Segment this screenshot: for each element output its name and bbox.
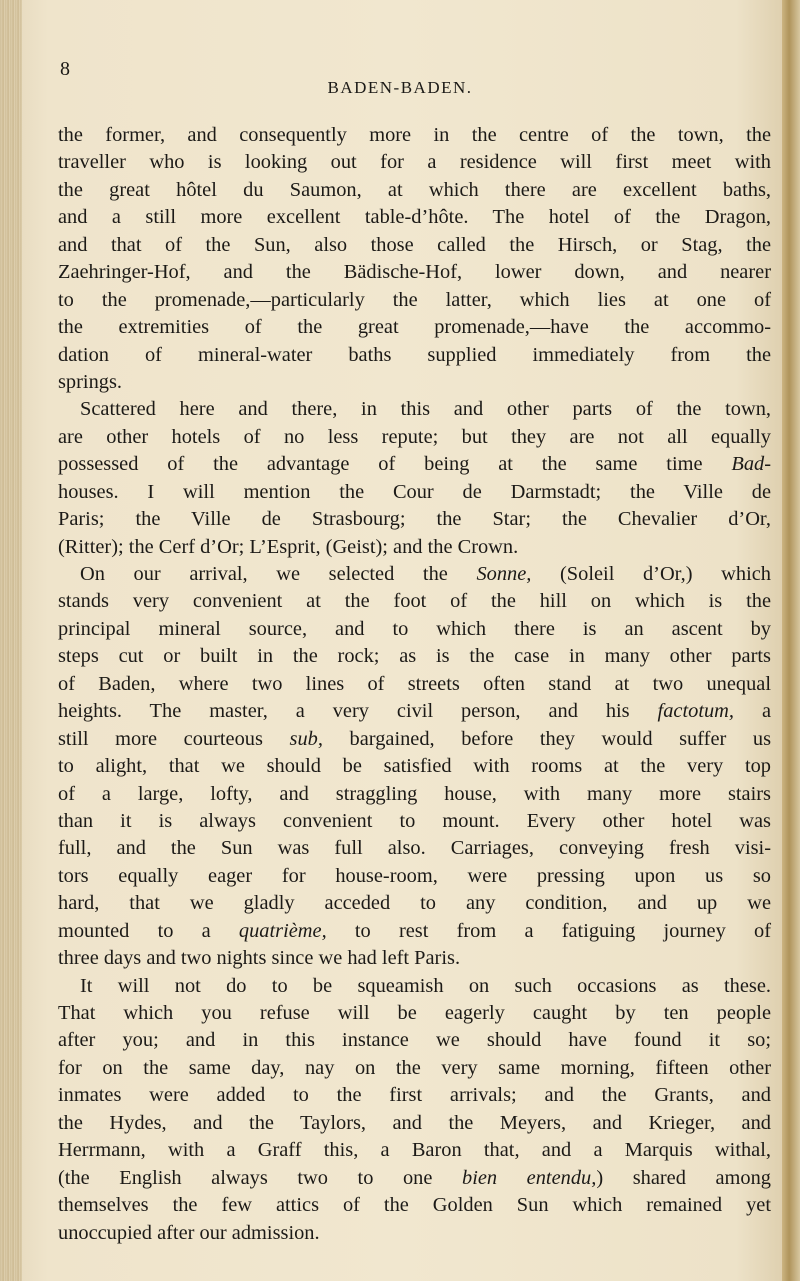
text-segment: mounted to a	[58, 919, 239, 942]
text-segment: (Ritter); the Cerf d’Or; L’Esprit, (Geist); and the Crown.	[58, 535, 519, 558]
text-segment: to rest from a fatiguing journey of	[326, 919, 771, 942]
body-text	[58, 122, 771, 1247]
text-line	[58, 588, 771, 615]
running-title: BADEN-BADEN.	[327, 78, 473, 97]
text-line	[58, 424, 771, 451]
text-segment: On our arrival, we selected the	[80, 563, 477, 585]
text-segment: to the promenade,—particularly the latter, which lies at one of	[58, 288, 771, 311]
page-number: 8	[60, 58, 70, 80]
text-line	[58, 369, 771, 396]
text-segment: for on the same day, nay on the very same morning, fifteen other	[58, 1056, 771, 1079]
text-line	[58, 177, 771, 204]
text-line	[58, 1055, 771, 1082]
page-edge	[782, 0, 800, 1281]
italic-text: bien entendu,	[462, 1166, 597, 1189]
text-segment: inmates were added to the first arrivals; and the Grants, and	[58, 1084, 771, 1107]
text-line	[58, 808, 771, 835]
text-segment: Paris; the Ville de Strasbourg; the Star; the Chevalier d’Or,	[58, 508, 771, 531]
text-line	[58, 945, 771, 972]
text-segment: Zaehringer-Hof, and the Bädische-Hof, lower down, and nearer	[58, 261, 771, 284]
text-segment: than it is always convenient to mount. Every other hotel was	[58, 809, 771, 832]
text-segment: possessed of the advantage of being at the same time	[58, 453, 732, 476]
text-line	[58, 534, 771, 561]
text-line	[58, 973, 771, 1000]
text-segment: of a large, lofty, and straggling house, with many more stairs	[58, 782, 771, 805]
text-segment: three days and two nights since we had left Paris.	[58, 947, 461, 970]
text-segment: unoccupied after our admission.	[58, 1221, 320, 1244]
text-segment: bargained, before they would suffer us	[322, 727, 772, 750]
text-line	[58, 671, 771, 698]
italic-text: quatrième,	[238, 919, 327, 942]
text-line	[58, 232, 771, 259]
text-segment: the extremities of the great promenade,—have the accommo-	[58, 316, 771, 339]
text-line	[58, 1137, 771, 1164]
text-line	[58, 753, 771, 780]
text-segment: a	[734, 700, 771, 723]
text-segment: to alight, that we should be satisfied with rooms at the very top	[58, 755, 771, 778]
text-segment: dation of mineral-water baths supplied immediately from the	[58, 343, 771, 366]
text-line	[58, 259, 771, 286]
italic-text: Bad-	[731, 453, 771, 476]
page-gutter	[0, 0, 22, 1281]
italic-text: sub,	[289, 727, 323, 750]
text-segment: and that of the Sun, also those called the Hirsch, or Stag, the	[58, 233, 771, 256]
text-line	[58, 726, 771, 753]
text-segment: (the English always two to one	[58, 1166, 462, 1189]
text-line	[58, 1220, 771, 1247]
text-line	[58, 1000, 771, 1027]
text-line	[58, 1110, 771, 1137]
text-line	[58, 506, 771, 533]
text-line	[58, 342, 771, 369]
text-line	[58, 396, 771, 423]
text-segment: traveller who is looking out for a residence will first meet with	[58, 151, 771, 174]
text-segment: That which you refuse will be eagerly caught by ten people	[58, 1002, 771, 1024]
text-line	[58, 451, 771, 478]
text-segment: after you; and in this instance we should have found it so;	[58, 1029, 771, 1052]
text-segment: of Baden, where two lines of streets often stand at two unequal	[58, 672, 771, 695]
text-segment: (Soleil d’Or,) which	[531, 563, 771, 585]
text-line	[58, 890, 771, 917]
text-line	[58, 1165, 771, 1192]
text-segment: houses. I will mention the Cour de Darmstadt; the Ville de	[58, 480, 771, 503]
text-segment: and a still more excellent table-d’hôte. The hotel of the Dragon,	[58, 206, 771, 229]
text-segment: steps cut or built in the rock; as is the case in many other parts	[58, 645, 771, 668]
text-segment: Herrmann, with a Graff this, a Baron that, and a Marquis withal,	[58, 1139, 771, 1162]
text-line	[58, 616, 771, 643]
text-segment: heights. The master, a very civil person, and his	[58, 700, 658, 723]
text-line	[58, 863, 771, 890]
text-line	[58, 643, 771, 670]
text-line	[58, 479, 771, 506]
text-segment: themselves the few attics of the Golden Sun which remained yet	[58, 1194, 771, 1217]
text-segment: full, and the Sun was full also. Carriages, conveying fresh visi-	[58, 837, 771, 860]
text-segment: tors equally eager for house-room, were pressing upon us so	[58, 864, 771, 887]
text-segment: stands very convenient at the foot of the hill on which is the	[58, 590, 771, 613]
text-line	[58, 918, 771, 945]
text-line	[58, 149, 771, 176]
text-line	[58, 781, 771, 808]
text-segment: It will not do to be squeamish on such occasions as these.	[80, 974, 771, 997]
text-line	[58, 698, 771, 725]
text-segment: ) shared among	[596, 1166, 772, 1189]
text-segment: the former, and consequently more in the centre of the town, the	[58, 124, 771, 146]
text-line	[58, 1027, 771, 1054]
text-segment: still more courteous	[58, 727, 290, 750]
text-line	[58, 287, 771, 314]
text-segment: principal mineral source, and to which there is an ascent by	[58, 617, 771, 640]
text-segment: the Hydes, and the Taylors, and the Meyers, and Krieger, and	[58, 1111, 771, 1134]
text-segment: Scattered here and there, in this and other parts of the town,	[80, 398, 771, 421]
text-segment: the great hôtel du Saumon, at which there are excellent baths,	[58, 178, 771, 201]
text-segment: are other hotels of no less repute; but they are not all equally	[58, 425, 771, 448]
text-line	[58, 1192, 771, 1219]
text-segment: hard, that we gladly acceded to any condition, and up we	[58, 892, 771, 915]
italic-text: factotum,	[657, 700, 735, 723]
text-line	[58, 1082, 771, 1109]
text-line	[58, 314, 771, 341]
italic-text: Sonne,	[476, 563, 532, 585]
text-segment: springs.	[58, 370, 123, 393]
text-line	[58, 204, 771, 231]
text-line	[58, 122, 771, 149]
text-line	[58, 835, 771, 862]
text-line	[58, 561, 771, 588]
